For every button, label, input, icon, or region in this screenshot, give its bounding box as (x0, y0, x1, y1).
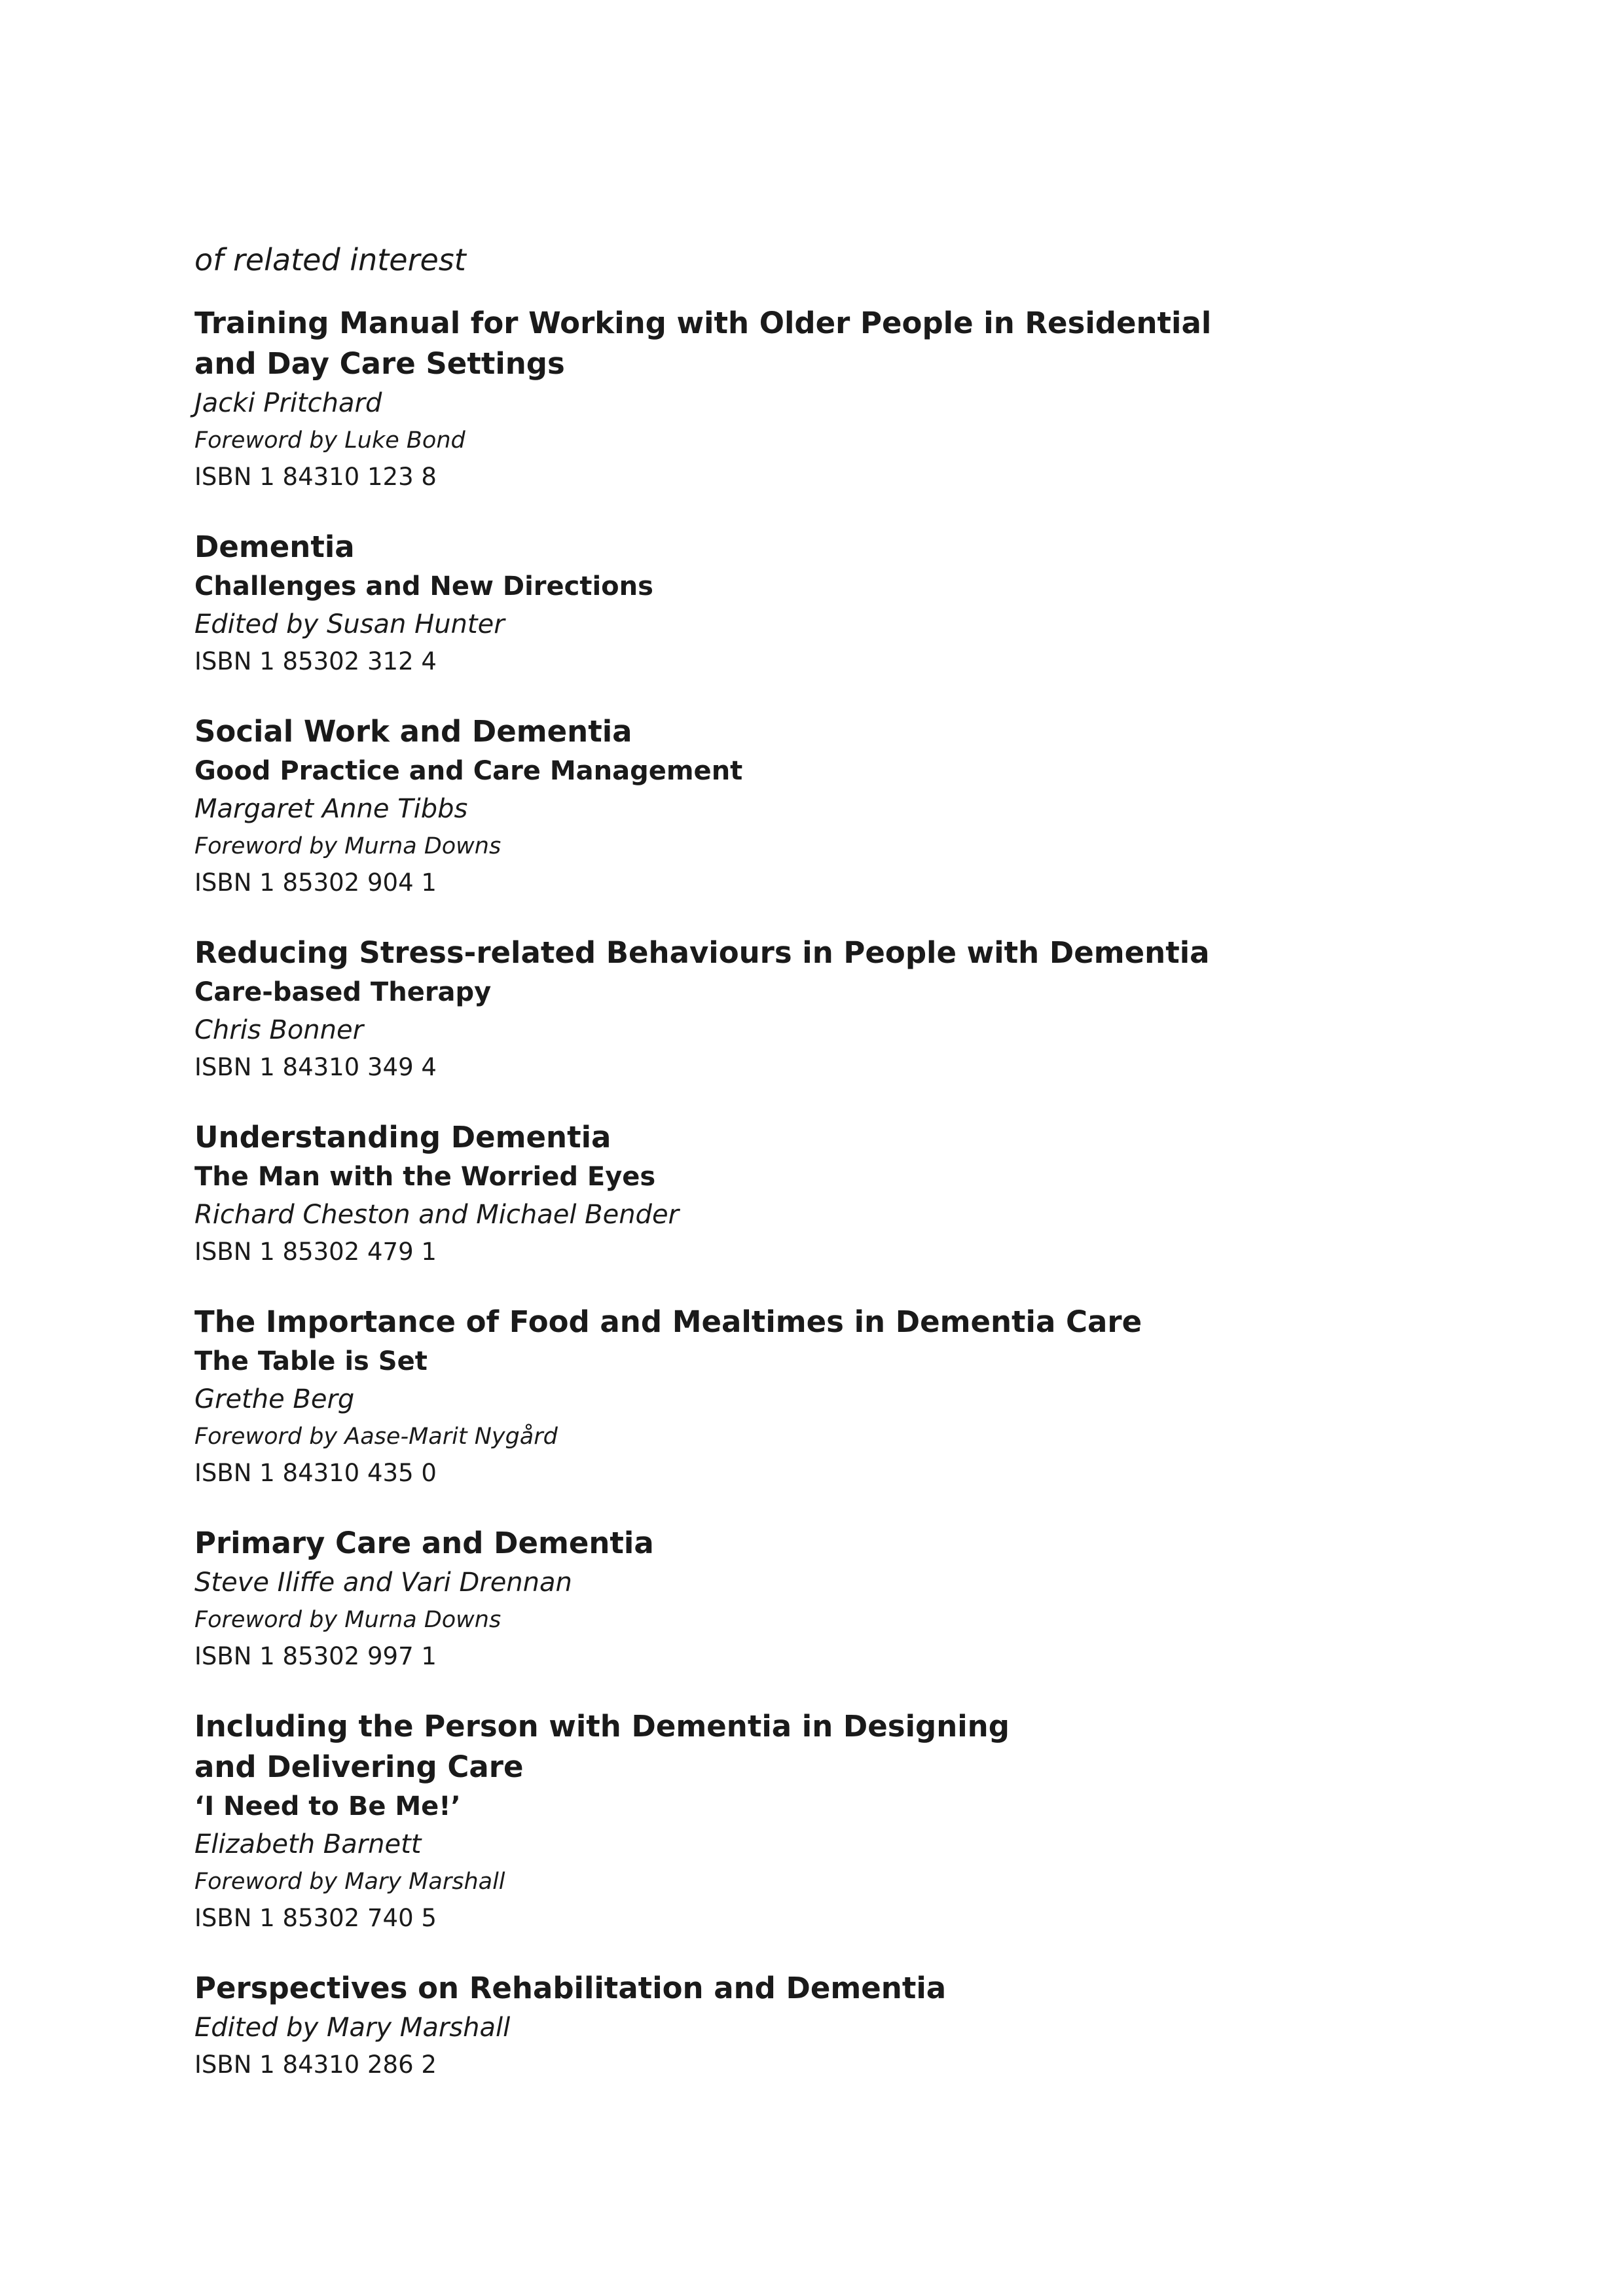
page-content (194, 239, 1438, 2115)
book-entry (194, 1302, 1438, 1492)
book-subtitle: Good Practice and Care Management (194, 756, 743, 786)
book-title: Understanding Dementia (194, 1120, 611, 1155)
book-subtitle: Challenges and New Directions (194, 571, 653, 601)
book-title: Training Manual for Working with Older People in Residential (194, 306, 1212, 340)
book-isbn: ISBN 1 85302 312 4 (194, 647, 437, 675)
book-title: Perspectives on Rehabilitation and Dementia (194, 1971, 947, 2005)
book-title: Dementia (194, 529, 355, 564)
book-entry (194, 1706, 1438, 1937)
book-foreword: Foreword by Aase-Marit Nygård (194, 1424, 558, 1450)
book-title: Primary Care and Dementia (194, 1526, 654, 1560)
book-author: Margaret Anne Tibbs (194, 794, 468, 824)
book-isbn: ISBN 1 84310 349 4 (194, 1053, 437, 1081)
book-title: Including the Person with Dementia in Designing (194, 1709, 1010, 1744)
book-isbn: ISBN 1 85302 740 5 (194, 1904, 437, 1932)
book-isbn: ISBN 1 84310 123 8 (194, 463, 437, 491)
book-title: The Importance of Food and Mealtimes in Dementia Care (194, 1304, 1142, 1339)
book-entry (194, 303, 1438, 495)
book-isbn: ISBN 1 85302 479 1 (194, 1238, 437, 1266)
book-isbn: ISBN 1 84310 435 0 (194, 1459, 437, 1487)
book-entry (194, 1117, 1438, 1270)
book-author: Steve Iliffe and Vari Drennan (194, 1568, 572, 1598)
book-foreword: Foreword by Murna Downs (194, 833, 501, 859)
book-foreword: Foreword by Murna Downs (194, 1607, 501, 1633)
book-list (194, 303, 1438, 2083)
book-title: and Day Care Settings (194, 346, 565, 381)
book-entry (194, 711, 1438, 901)
book-title: and Delivering Care (194, 1749, 524, 1784)
book-author: Jacki Pritchard (194, 388, 382, 418)
book-author: Elizabeth Barnett (194, 1829, 422, 1859)
book-title: Reducing Stress-related Behaviours in People with Dementia (194, 935, 1210, 970)
book-subtitle: The Table is Set (194, 1346, 428, 1376)
book-isbn: ISBN 1 85302 997 1 (194, 1642, 437, 1670)
book-entry (194, 527, 1438, 680)
book-subtitle: ‘I Need to Be Me!’ (194, 1791, 461, 1821)
book-entry (194, 1523, 1438, 1675)
book-author: Grethe Berg (194, 1384, 355, 1414)
book-author: Edited by Susan Hunter (194, 609, 505, 639)
book-foreword: Foreword by Mary Marshall (194, 1869, 505, 1895)
section-heading: of related interest (194, 242, 466, 278)
book-foreword: Foreword by Luke Bond (194, 427, 465, 454)
book-entry (194, 933, 1438, 1086)
book-author: Edited by Mary Marshall (194, 2013, 511, 2043)
book-subtitle: Care-based Therapy (194, 977, 492, 1007)
book-isbn: ISBN 1 84310 286 2 (194, 2051, 437, 2079)
book-title: Social Work and Dementia (194, 714, 632, 749)
book-author: Richard Cheston and Michael Bender (194, 1200, 679, 1230)
book-author: Chris Bonner (194, 1015, 364, 1045)
book-entry (194, 1968, 1438, 2083)
book-isbn: ISBN 1 85302 904 1 (194, 869, 437, 897)
book-subtitle: The Man with the Worried Eyes (194, 1162, 656, 1192)
